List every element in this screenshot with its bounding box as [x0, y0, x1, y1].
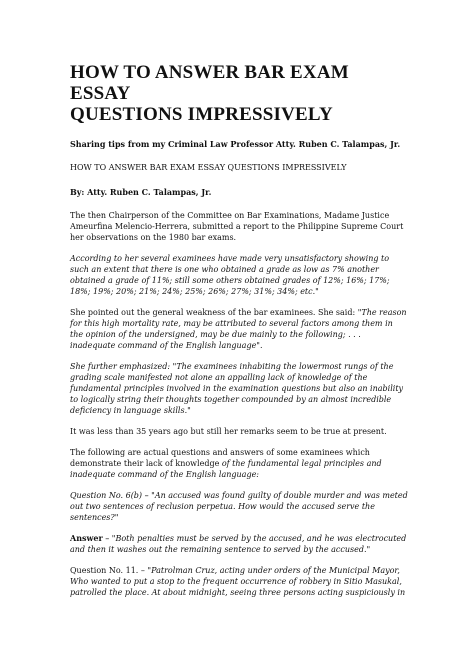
answer-1 [70, 533, 408, 555]
question-2-label: Question No. 11. – [70, 566, 148, 575]
paragraph-3-quote: "The reason for this high mortality rate, may be attributed to several factors among them in the opinion of the undersigned, may be due mainly to the following; . . . inadequate command of the English language". [70, 308, 407, 350]
document-title [70, 62, 408, 125]
document-byline: By: Atty. Ruben C. Talampas, Jr. [70, 187, 212, 197]
paragraph-1: The then Chairperson of the Committee on Bar Examinations, Madame Justice Ameurfina Melencio-Herrera, submitted a report to the Philippine Supreme Court her observations on the 1980 bar exams. [70, 211, 404, 242]
paragraph-3 [70, 307, 408, 351]
paragraph-3-plain: She pointed out the general weakness of the bar examinees. She said: [70, 308, 358, 317]
question-1: Question No. 6(b) – "An accused was found guilty of double murder and was meted out two sentences of reclusion perpetua. How would the accused serve the sentences?" [70, 491, 408, 522]
paragraph-6-plain: The following are actual questions and answers of some examinees which demonstrate their lack of knowledge [70, 448, 370, 468]
answer-text: – "Both penalties must be served by the accused, and he was electrocuted and then it washes out the remaining sentence to served by the accused." [70, 534, 407, 554]
question-2-text: "Patrolman Cruz, acting under orders of the Municipal Mayor, Who wanted to put a stop to the frequent occurrence of robbery in Sitio Masukal, patrolled the place. At about midnight, seeing three persons acting suspiciously in [70, 566, 406, 597]
question-2 [70, 565, 408, 598]
paragraph-5: It was less than 35 years ago but still her remarks seem to be true at present. [70, 427, 387, 436]
paragraph-4: She further emphasized: "The examinees inhabiting the lowermost rungs of the grading scale manifested not alone an appalling lack of knowledge of the fundamental principles involved in the examination questions but also an inability to logically string their thoughts together compounded by an almost incredible deficiency in language skills." [70, 362, 404, 415]
title-line-2: ESSAY [70, 83, 131, 104]
answer-label: Answer [70, 533, 103, 543]
paragraph-6-italic: of the fundamental legal principles and inadequate command of the English language: [70, 459, 382, 479]
document-subtitle: Sharing tips from my Criminal Law Professor Atty. Ruben C. Talampas, Jr. [70, 139, 401, 149]
title-line-3: QUESTIONS IMPRESSIVELY [70, 104, 333, 125]
document-page [70, 62, 408, 608]
paragraph-6 [70, 447, 408, 480]
paragraph-2: According to her several examinees have made very unsatisfactory showing to such an extent that there is one who obtained a grade as low as 7% another obtained a grade of 11%; still some others obtained grades of 12%; 16%; 17%; 18%; 19%; 20%; 21%; 24%; 25%; 26%; 27%; 31%; 34%; etc." [70, 254, 390, 296]
document-heading: HOW TO ANSWER BAR EXAM ESSAY QUESTIONS IMPRESSIVELY [70, 163, 347, 172]
title-line-1: HOW TO ANSWER BAR EXAM [70, 62, 349, 83]
